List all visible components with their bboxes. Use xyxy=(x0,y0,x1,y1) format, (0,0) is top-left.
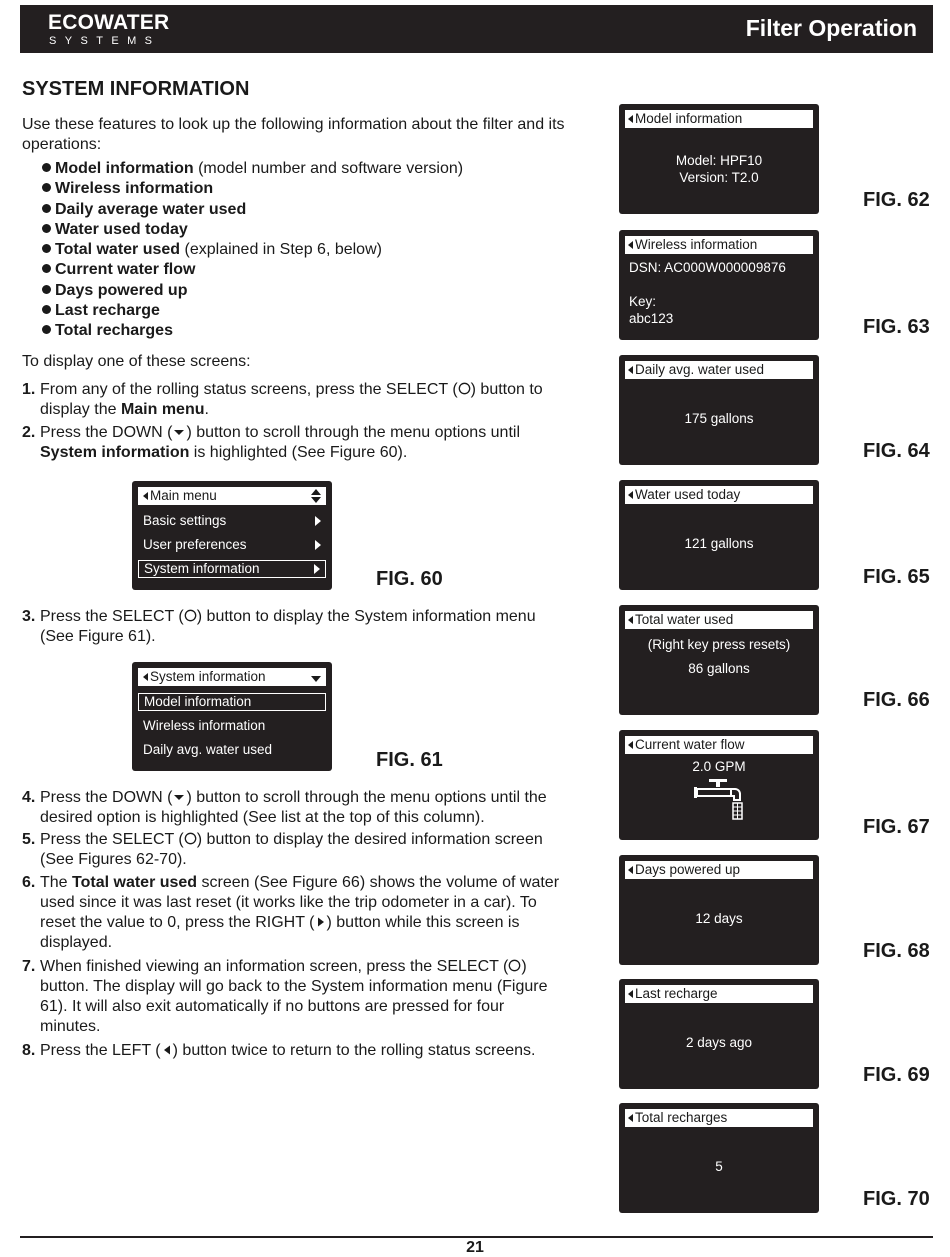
screen-total-water-used xyxy=(619,605,819,715)
screen-header: Water used today xyxy=(625,486,813,504)
faucet-icon xyxy=(693,777,745,822)
list-item: Days powered up xyxy=(42,281,463,301)
screen-header: Total recharges xyxy=(625,1109,813,1127)
down-arrow-icon xyxy=(172,791,186,803)
right-arrow-icon xyxy=(315,916,327,928)
menu-item-user-preferences: User preferences xyxy=(138,536,326,554)
last-recharge-value: 2 days ago xyxy=(685,1035,753,1050)
menu-item-daily-avg: Daily avg. water used xyxy=(143,742,273,757)
menu-header: Main menu xyxy=(138,487,326,505)
screen-days-powered-up xyxy=(619,855,819,965)
page-number: 21 xyxy=(466,1239,484,1256)
list-item: Water used today xyxy=(42,220,463,240)
select-circle-icon xyxy=(508,959,521,972)
bullet-icon xyxy=(42,183,51,192)
list-item: Total recharges xyxy=(42,321,463,341)
menu-header: System information xyxy=(138,668,326,686)
left-arrow-icon xyxy=(143,492,148,500)
water-today-value: 121 gallons xyxy=(684,536,754,551)
fig-67-label: FIG. 67 xyxy=(863,816,930,838)
fig-69-label: FIG. 69 xyxy=(863,1064,930,1086)
left-arrow-icon xyxy=(628,491,633,499)
screen-water-used-today xyxy=(619,480,819,590)
left-arrow-icon xyxy=(628,866,633,874)
main-menu-screen xyxy=(132,481,332,590)
days-value: 12 days xyxy=(695,911,743,926)
bullet-icon xyxy=(42,224,51,233)
step-4: 4. Press the DOWN ( ) button to scroll through the menu options until the desired option is highlighted (See list at the top of this column). xyxy=(22,789,547,826)
page-title: SYSTEM INFORMATION xyxy=(22,78,250,100)
select-circle-icon xyxy=(458,382,471,395)
menu-item-model-information: Model information xyxy=(138,693,326,711)
display-intro: To display one of these screens: xyxy=(22,353,251,370)
step-1: 1. From any of the rolling status screens, press the SELECT ( ) button to display the Main menu. xyxy=(22,381,543,418)
left-arrow-icon xyxy=(628,366,633,374)
flow-value: 2.0 GPM xyxy=(692,759,746,774)
screen-header: Total water used xyxy=(625,611,813,629)
list-item: Wireless information xyxy=(42,179,463,199)
fig-63-label: FIG. 63 xyxy=(863,316,930,338)
total-recharges-value: 5 xyxy=(715,1159,723,1174)
footer-rule xyxy=(20,1236,933,1238)
feature-list xyxy=(42,159,463,342)
screen-header: Model information xyxy=(625,110,813,128)
bullet-icon xyxy=(42,285,51,294)
screen-header: Wireless information xyxy=(625,236,813,254)
screen-header: Last recharge xyxy=(625,985,813,1003)
list-item: Current water flow xyxy=(42,260,463,280)
model-value: Model: HPF10 xyxy=(675,153,763,168)
fig-66-label: FIG. 66 xyxy=(863,689,930,711)
left-arrow-icon xyxy=(143,673,148,681)
bullet-icon xyxy=(42,325,51,334)
select-circle-icon xyxy=(184,832,197,845)
down-arrow-icon xyxy=(172,426,186,438)
step-6: 6. The Total water used screen (See Figure 66) shows the volume of water used since it was last reset (it works like the trip odometer in a car). To reset the value to 0, press the RIGHT ( ) button while this screen is displayed. xyxy=(22,874,560,951)
screen-header: Daily avg. water used xyxy=(625,361,813,379)
menu-item-system-information: System information xyxy=(138,560,326,578)
screen-daily-avg xyxy=(619,355,819,465)
scroll-updown-icon xyxy=(310,488,322,504)
step-2: 2. Press the DOWN ( ) button to scroll through the menu options until System information is highlighted (See Figure 60). xyxy=(22,424,520,461)
select-circle-icon xyxy=(184,609,197,622)
left-arrow-icon xyxy=(628,115,633,123)
left-arrow-icon xyxy=(628,990,633,998)
intro-paragraph: Use these features to look up the following information about the filter and its operations: xyxy=(22,116,565,153)
fig-62-label: FIG. 62 xyxy=(863,189,930,211)
key-label: Key: xyxy=(629,294,657,309)
fig-61-label: FIG. 61 xyxy=(376,749,443,771)
fig-70-label: FIG. 70 xyxy=(863,1188,930,1210)
screen-wireless-information xyxy=(619,230,819,340)
bullet-icon xyxy=(42,264,51,273)
bullet-icon xyxy=(42,244,51,253)
screen-total-recharges xyxy=(619,1103,819,1213)
screen-model-information xyxy=(619,104,819,214)
step-8: 8. Press the LEFT ( ) button twice to return to the rolling status screens. xyxy=(22,1042,536,1059)
system-info-menu-screen xyxy=(132,662,332,771)
list-item: Model information (model number and software version) xyxy=(42,159,463,179)
menu-item-wireless-information: Wireless information xyxy=(143,718,266,733)
scroll-down-icon xyxy=(310,672,322,684)
list-item: Daily average water used xyxy=(42,200,463,220)
screen-header: Days powered up xyxy=(625,861,813,879)
step-7: 7. When finished viewing an information screen, press the SELECT ( ) button. The display will go back to the System information menu (Figure 61). It will also exit automatically if no buttons are pressed for four minutes. xyxy=(22,958,548,1035)
list-item: Last recharge xyxy=(42,301,463,321)
brand-subtitle: SYSTEMS xyxy=(49,35,161,47)
daily-avg-value: 175 gallons xyxy=(684,411,754,426)
reset-hint: (Right key press resets) xyxy=(647,637,791,652)
left-arrow-icon xyxy=(628,1114,633,1122)
left-arrow-icon xyxy=(628,616,633,624)
bullet-icon xyxy=(42,305,51,314)
fig-65-label: FIG. 65 xyxy=(863,566,930,588)
total-water-value: 86 gallons xyxy=(688,661,750,676)
key-value: abc123 xyxy=(629,311,674,326)
brand-name: ECOWATER xyxy=(48,11,170,34)
fig-68-label: FIG. 68 xyxy=(863,940,930,962)
bullet-icon xyxy=(42,163,51,172)
fig-60-label: FIG. 60 xyxy=(376,568,443,590)
version-value: Version: T2.0 xyxy=(679,170,759,185)
left-arrow-icon xyxy=(628,741,633,749)
fig-64-label: FIG. 64 xyxy=(863,440,930,462)
menu-item-basic-settings: Basic settings xyxy=(138,512,326,530)
left-arrow-icon xyxy=(628,241,633,249)
right-arrow-icon xyxy=(315,516,321,526)
screen-header: Current water flow xyxy=(625,736,813,754)
section-title: Filter Operation xyxy=(745,15,917,41)
list-item: Total water used (explained in Step 6, below) xyxy=(42,240,463,260)
right-arrow-icon xyxy=(315,540,321,550)
header-bar xyxy=(20,5,933,53)
screen-current-water-flow xyxy=(619,730,819,840)
screen-last-recharge xyxy=(619,979,819,1089)
right-arrow-icon xyxy=(314,564,320,574)
left-arrow-icon xyxy=(161,1044,173,1056)
bullet-icon xyxy=(42,204,51,213)
step-3: 3. Press the SELECT ( ) button to display the System information menu (See Figure 61). xyxy=(22,608,536,645)
step-5: 5. Press the SELECT ( ) button to display the desired information screen (See Figures 62-70). xyxy=(22,831,543,868)
dsn-value: DSN: AC000W000009876 xyxy=(629,260,786,275)
